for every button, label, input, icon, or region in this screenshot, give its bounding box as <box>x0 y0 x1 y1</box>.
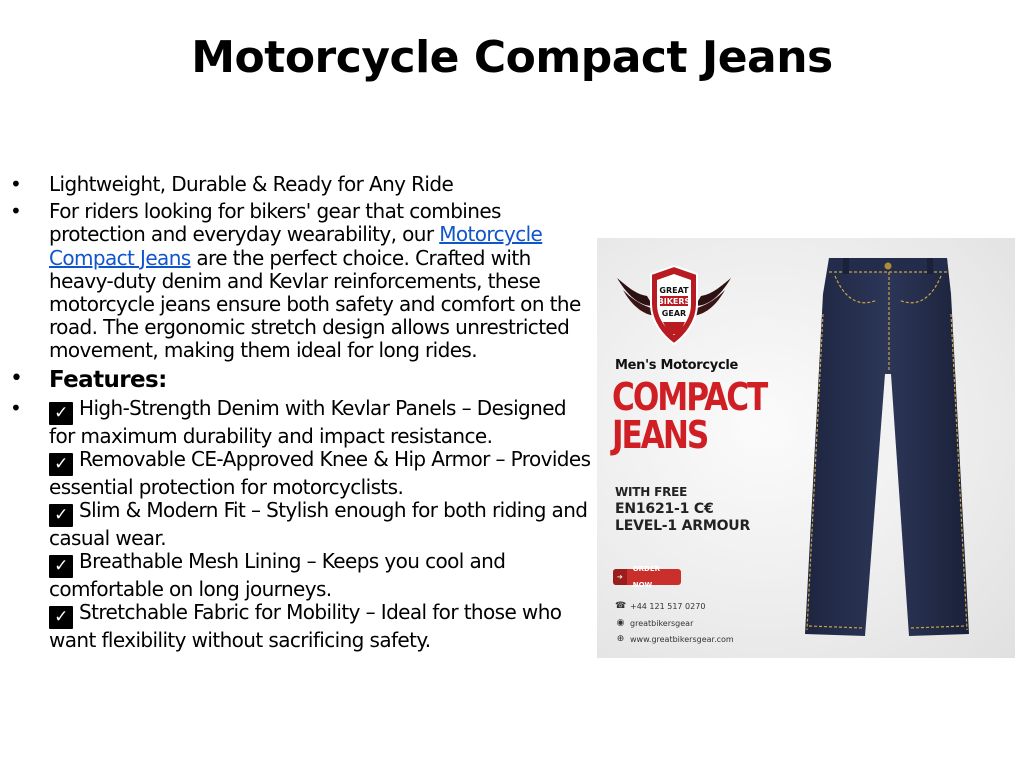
feature-text: Stretchable Fabric for Mobility – Ideal for those who want flexibility without sacrificing safety. <box>49 600 562 653</box>
feature-item <box>49 601 595 652</box>
feature-item <box>49 448 595 499</box>
checkmark-icon: ✓ <box>49 504 73 527</box>
bullet-marker: • <box>10 199 22 224</box>
feature-text: Removable CE-Approved Knee & Hip Armor – Provides essential protection for motorcyclists. <box>49 446 591 499</box>
contact-website <box>615 634 734 644</box>
order-now-button[interactable] <box>613 565 681 589</box>
list-item <box>10 173 595 196</box>
checkmark-icon: ✓ <box>49 555 73 578</box>
product-promo-image <box>597 238 1015 658</box>
contact-social <box>615 618 693 628</box>
promo-headline-line: JEANS <box>612 413 708 457</box>
contact-phone <box>615 601 705 611</box>
phone-icon: ☎ <box>615 601 627 611</box>
slide-title: Motorcycle Compact Jeans <box>191 32 833 83</box>
feature-text: High-Strength Denim with Kevlar Panels – Designed for maximum durability and impact resistance. <box>49 395 567 448</box>
bullet-text-tagline: Lightweight, Durable & Ready for Any Ride <box>49 172 454 196</box>
list-item <box>10 397 595 653</box>
promo-headline <box>612 375 767 457</box>
features-list <box>49 397 595 653</box>
website-text: www.greatbikersgear.com <box>630 634 734 644</box>
offer-line: WITH FREE <box>615 485 688 499</box>
feature-text: Slim & Modern Fit – Stylish enough for both riding and casual wear. <box>49 498 588 551</box>
checkmark-icon: ✓ <box>49 453 73 476</box>
intro-text-after: are the perfect choice. Crafted with heavy-duty denim and Kevlar reinforcements, these motorcycle jeans ensure both safety and comfort on the road. The ergonomic stretch design allows unrestricted movement, making them ideal for long rides. <box>49 245 581 363</box>
promo-offer <box>615 484 750 535</box>
checkmark-icon: ✓ <box>49 606 73 629</box>
bullet-marker: • <box>10 395 22 420</box>
brand-logo-icon <box>613 260 735 350</box>
bullet-marker: • <box>10 172 22 196</box>
bullet-list <box>10 173 595 657</box>
logo-text: GEAR <box>661 309 687 318</box>
logo-text: GREAT <box>659 286 689 295</box>
feature-item <box>49 397 595 448</box>
feature-item <box>49 550 595 601</box>
bullet-text-intro <box>49 200 595 362</box>
jeans-product-image <box>787 254 987 644</box>
promo-subtitle: Men's Motorcycle <box>615 358 739 373</box>
phone-text: +44 121 517 0270 <box>630 601 706 611</box>
social-icon: ◉ <box>616 618 625 628</box>
feature-item <box>49 499 595 550</box>
list-item <box>10 367 595 393</box>
globe-icon: ⊕ <box>616 634 625 644</box>
features-heading: Features: <box>49 366 167 393</box>
offer-line: LEVEL-1 ARMOUR <box>615 518 751 534</box>
feature-text: Breathable Mesh Lining – Keeps you cool and comfortable on long journeys. <box>49 549 506 602</box>
checkmark-icon: ✓ <box>49 402 73 425</box>
promo-headline-line: COMPACT <box>612 375 767 419</box>
social-text: greatbikersgear <box>630 618 694 628</box>
order-now-label: ORDER NOW <box>632 565 661 589</box>
logo-text: BIKERS <box>657 297 691 306</box>
bullet-marker: • <box>10 365 23 391</box>
list-item <box>10 200 595 362</box>
intro-text-before: For riders looking for bikers' gear that combines protection and everyday wearability, our <box>49 199 501 247</box>
product-link[interactable]: Motorcycle Compact Jeans <box>49 222 543 270</box>
arrow-right-icon: ➔ <box>613 569 627 585</box>
offer-line: EN1621-1 C€ <box>615 501 714 517</box>
